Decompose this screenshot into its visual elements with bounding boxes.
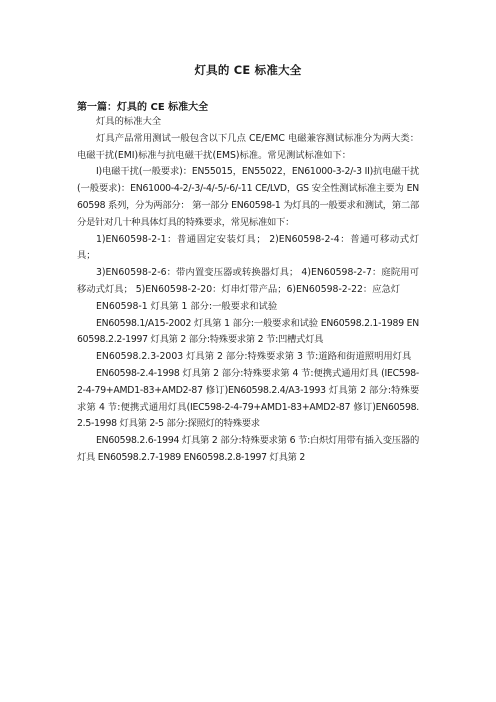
- paragraph-en60598-1: EN60598-1 灯具第 1 部分:一般要求和试验: [96, 300, 278, 312]
- paragraph-en60598-2-6: EN60598.2.6-1994 灯具第 2 部分:特殊要求第 6 节:白炽灯用带有插入变压器的灯具 EN60598.2.7-1989 EN60598.2.8-1997 灯具第 2: [77, 435, 419, 463]
- paragraph-test-overview: 灯具产品常用测试一般包含以下几点 CE/EMC 电磁兼容测试标准分为两大类：电磁干扰(EMI)标准与抗电磁干扰(EMS)标准。常见测试标准如下：: [77, 132, 419, 161]
- paragraph-standards-1: 1)EN60598-2-1：普通固定安装灯具； 2)EN60598-2-4：普通可移动式灯具；: [77, 233, 419, 262]
- document-title: 灯具的 CE 标准大全: [194, 63, 302, 77]
- paragraph-emi-ems-lvd: I)电磁干扰(一般要求)：EN55015，EN55022，EN61000-3-2/-3 II)抗电磁干扰(一般要求)：EN61000-4-2/-3/-4/-5/-6/-11 CE/LVD，GS 安全性测试标准主要为 EN60598 系列，分为两部分： 第一部分 EN60598-1 为灯具的一般要求和测试，第二部分是针对几十种具体灯具的特殊要求，常见标准如下：: [77, 166, 419, 228]
- section-heading: 第一篇：灯具的 CE 标准大全: [77, 102, 209, 113]
- paragraph-en60598-2-3: EN60598.2.3-2003 灯具第 2 部分:特殊要求第 3 节:道路和街道照明用灯具: [96, 351, 412, 363]
- paragraph-en60598-1-a15: EN60598.1/A15-2002 灯具第 1 部分:一般要求和试验 EN60598.2.1-1989 EN60598.2.2-1997 灯具第 2 部分:特殊要求第 2 节:凹槽式灯具: [77, 317, 419, 346]
- paragraph-intro: 灯具的标准大全: [96, 116, 162, 127]
- paragraph-en60598-2-4: EN60598-2.4-1998 灯具第 2 部分:特殊要求第 4 节:便携式通用灯具 (IEC598-2-4-79+AMD1-83+AMD2-87 修订)EN60598.2.4/A3-1993 灯具第 2 部分:特殊要求第 4 节:便携式通用灯具(IEC598-2-4-79+AMD1-83+AMD2-87 修订)EN60598.2.5-1998 灯具第 2-5 部分:探照灯的特殊要求: [77, 367, 419, 430]
- document-body: [77, 114, 419, 467]
- paragraph-standards-2: 3)EN60598-2-6：带内置变压器或转换器灯具； 4)EN60598-2-7：庭院用可移动式灯具； 5)EN60598-2-20：灯串灯带产品；6)EN60598-2-22：应急灯: [77, 267, 419, 295]
